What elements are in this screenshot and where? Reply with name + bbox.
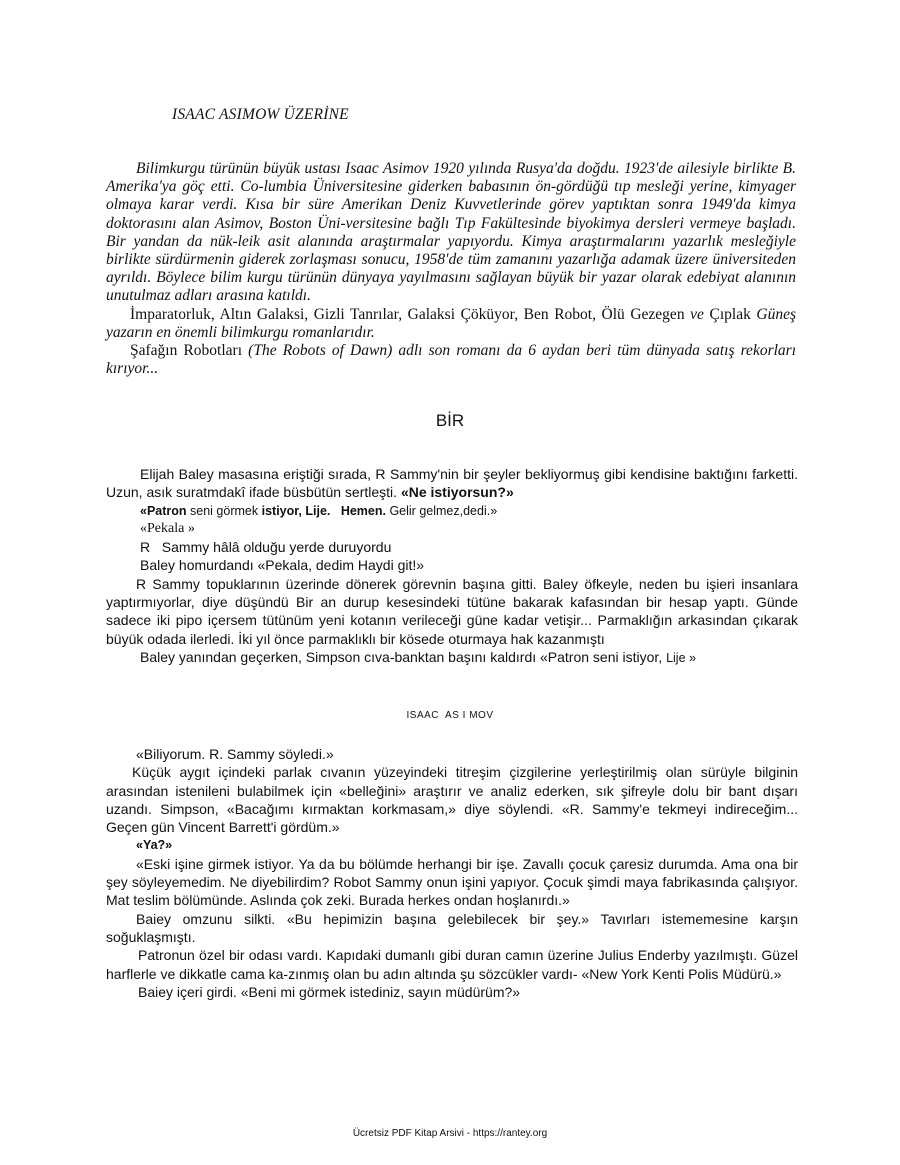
paragraph-text: Baley yanından geçerken, Simpson cıva-banktan başını kaldırdı «Patron seni istiyor, [140,648,663,665]
conjunction: ve [690,305,704,323]
body-paragraph: «Ya?» [136,838,173,853]
intro-paragraph-dawn [106,342,796,378]
intro-paragraph-novels [106,306,796,342]
paragraph-text: Lije » [666,650,696,665]
body-paragraph [106,465,798,502]
novels-rest: Güneş yazarın en önemli bilimkurgu romanlarıdır. [106,305,797,341]
chapter-title: BİR [435,411,465,430]
novel-title-dawn: Şafağın Robotları [130,342,243,360]
author-intro [106,160,796,378]
paragraph-text: Gelir gelmez,dedi.» [389,503,498,518]
dialogue-bold: «Patron [140,503,187,518]
chapter-text-top [106,465,798,667]
section-heading: ISAAC ASIMOW ÜZERİNE [172,106,349,123]
body-paragraph: Baiey içeri girdi. «Beni mi görmek istediniz, sayın müdürüm?» [138,983,521,1000]
dialogue-bold: istiyor, Lije. [261,503,331,518]
body-paragraph: Küçük aygıt içindeki parlak cıvanın yüzeyindeki titreşim çizgilerine yerleştirilmiş olan sürüyle bilginin arasından istenileni bulabilmek için «belleğini» araştırır ve analiz ederken, sık şifreyle dolu bir bant dışarı uzandı. Simpson, «Bacağımı kırmaktan korkmasam,» diye söylendi. «R. Sammy'e tekmeyi indireceğim... Geçen gün Vincent Barrett'i gördüm.» [106,764,798,836]
body-paragraph: R Sammy hâlâ olduğu yerde duruyordu [140,539,392,556]
dawn-rest: (The Robots of Dawn) adlı son romanı da 6 aydan beri tüm dünyada satış rekorları kırıyor... [106,342,796,378]
body-paragraph [106,502,798,520]
body-paragraph: Patronun özel bir odası vardı. Kapıdaki dumanlı gibi duran camın üzerine Julius Enderby yazılmıştı. Güzel harflerle ve dikkatle cama ka-zınmış olan bu adın altında şu sözcükler vardı- «New York Kenti Polis Müdürü.» [106,947,798,982]
body-paragraph: «Pekala » [140,520,195,536]
page-footer: Ücretsiz PDF Kitap Arsivi - https://rantey.org [352,1128,548,1139]
dialogue-bold: «Ne istiyorsun?» [400,484,514,501]
novel-title-ciplak: Çıplak [709,305,751,323]
body-paragraph [106,648,798,667]
body-paragraph: R Sammy topuklarının üzerinde dönerek görevnin başına gitti. Baley öfkeyle, neden bu işieri insanlara yaptırmıyorlar, diye düşündü Bir an durup kesesindeki tütüne bakarak kafasından bir hesap yaptı. Günde sadece iki pipo içersem tütünüm yeni kotanın verileceği güne kadar vetişir... Parmaklığın arkasından çıkarak büyük odada ilerledi. İki yıl önce parmaklıklı bir kösede oturmaya hak kazanmıştı [106,575,798,647]
paragraph-text: Elijah Baley masasına eriştiği sırada, R Sammy'nin bir şeyler bekliyormuş gibi kendisine baktığını farketti. Uzun, asık suratmdakî ifade büsbütün sertleşti. [106,466,798,501]
dialogue-bold: Hemen. [340,503,386,518]
running-head: ISAAC AS I MOV [406,710,494,721]
chapter-text-bottom [106,745,798,1001]
body-paragraph: «Biliyorum. R. Sammy söyledi.» [136,746,334,762]
novel-titles: İmparatorluk, Altın Galaksi, Gizli Tanrılar, Galaksi Çöküyor, Ben Robot, Ölü Gezegen [130,305,685,323]
body-paragraph: «Eski işine girmek istiyor. Ya da bu bölümde herhangi bir işe. Zavallı çocuk çaresiz durumda. Ama ona bir şey söyleyemedim. Ne diyebilirdim? Robot Sammy onun işini yapıyor. Çocuk şimdi maya fabrikasında çalışıyor. Mat teslim bölümünde. Aslında çok zeki. Burada herkes ondan hoşlanırdı.» [106,855,798,909]
body-paragraph: Baiey omzunu silkti. «Bu hepimizin başına gelebilecek bir şey.» Tavırları istememesine karşın soğuklaşmıştı. [106,910,798,945]
paragraph-text: seni görmek [190,503,259,518]
intro-paragraph: Bilimkurgu türünün büyük ustası Isaac Asimov 1920 yılında Rusya'da doğdu. 1923'de ailesiyle birlikte B. Amerika'ya göç etti. Co-lumbia Üniversitesine giderken babasının ön-gördüğü tıp mesleği yerine, kimyager olmaya karar verdi. Kısa bir süre Amerikan Deniz Kuvvetlerinde görev yaptıktan sonra 1949'da kimya doktorasını alan Asimov, Boston Üni-versitesine bağlı Tıp Fakültesinde biyokimya dersleri vermeye başladı. Bir yandan da nük-leik asit alanında araştırmalar yapıyordu. Kimya araştırmalarını yazarlık mesleğiyle birlikte sürdürmenin giderek zorlaşması sonucu, 1958'de tüm zamanını yazarlığa adamak üzere üniversiteden ayrıldı. Böylece bilim kurgu türünün dünyaya yayılmasını sağlayan büyük bir yazar olarak edebiyat alanının unutulmaz adları arasına katıldı. [106,160,796,305]
body-paragraph: Baley homurdandı «Pekala, dedim Haydi git!» [140,557,425,574]
